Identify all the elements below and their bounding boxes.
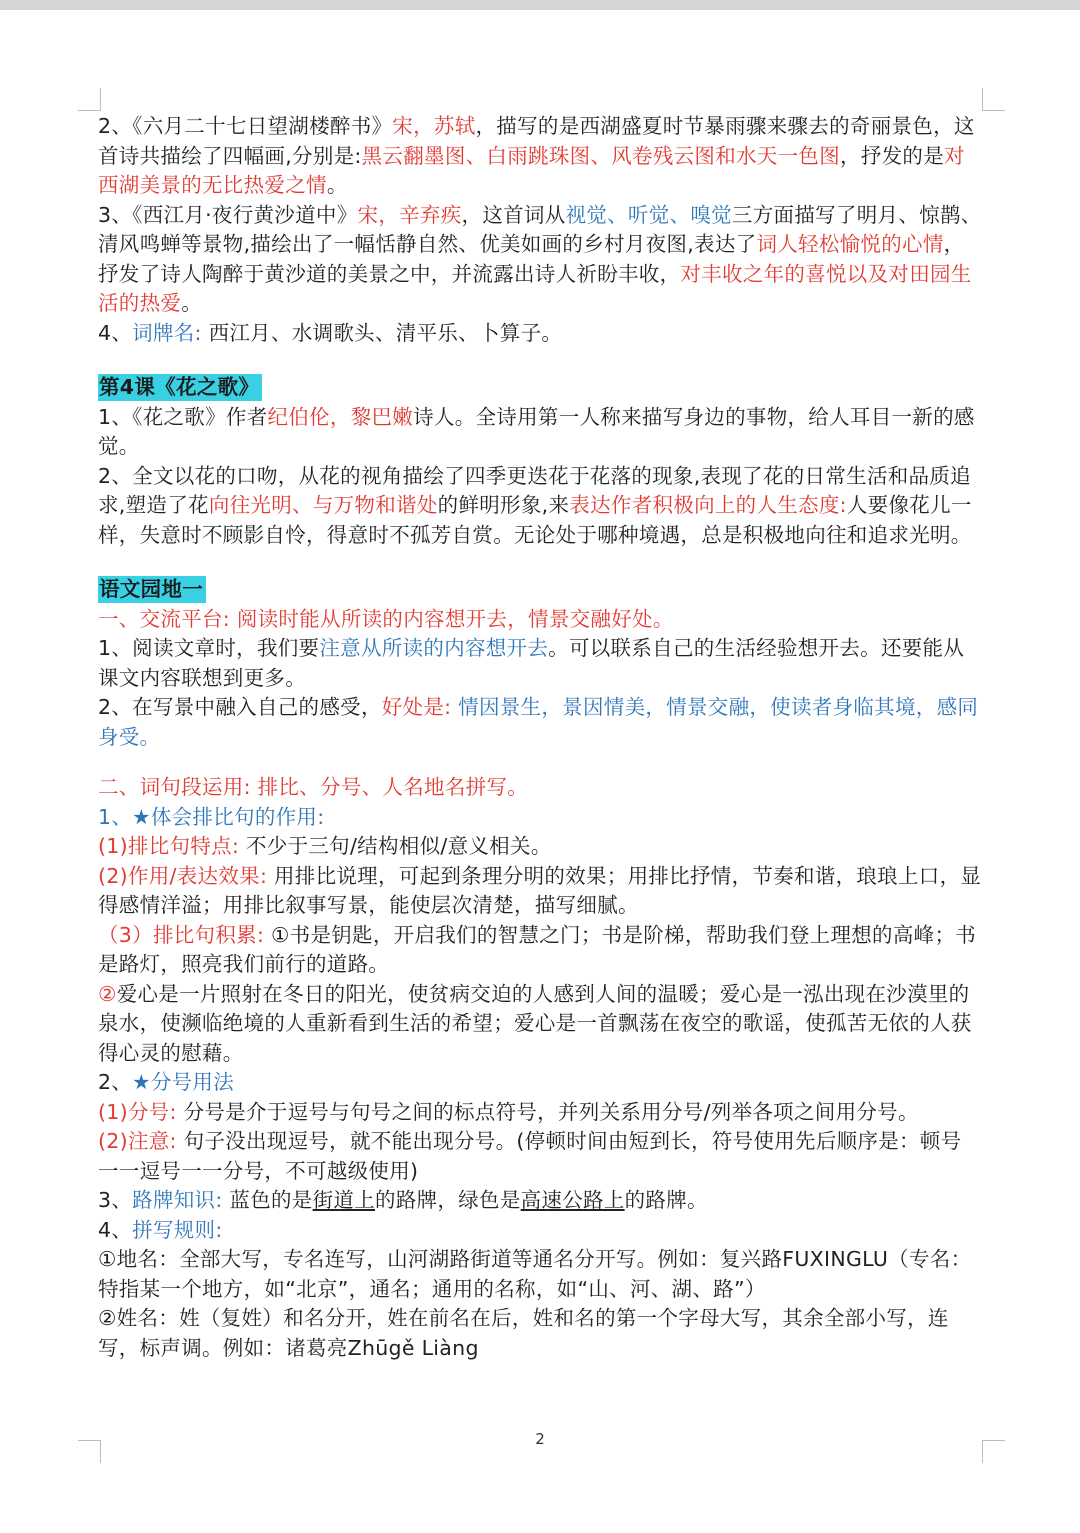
- paragraph-lesson4-2: 2、全文以花的口吻，从花的视角描绘了四季更迭花于花落的现象,表现了花的日常生活和品质追求,塑造了花向往光明、与万物和谐处的鲜明形象,来表达作者积极向上的人生态度:人要像花儿一样，失意时不顾影自怜，得意时不孤芳自赏。无论处于哪种境遇，总是积极地向往和追求光明。: [98, 463, 972, 547]
- corner-crop-mark: [78, 88, 101, 111]
- paragraph-lesson4-1: 1、《花之歌》作者纪伯伦，黎巴嫩诗人。全诗用第一人称来描写身边的事物，给人耳目一新的感觉。: [98, 404, 975, 458]
- item-spelling-person-names: ②姓名：姓（复姓）和名分开，姓在前名在后，姓和名的第一个字母大写，其余全部小写，连写，标声调。例如：诸葛亮Zhūgě Liàng: [98, 1306, 949, 1360]
- item-semicolon-title: 2、★分号用法: [98, 1070, 235, 1094]
- item-semicolon-definition: (1)分号: 分号是介于逗号与句号之间的标点符号，并列关系用分号/列举各项之间用分号。: [98, 1099, 919, 1124]
- subheading-word-usage: 二、词句段运用: 排比、分号、人名地名拼写。: [98, 775, 529, 799]
- subheading-exchange-platform: 一、交流平台: 阅读时能从所读的内容想开去，情景交融好处。: [98, 606, 674, 631]
- document-body: [98, 112, 982, 1363]
- item-parallelism-example-2: ②爱心是一片照射在冬日的阳光，使贫病交迫的人感到人间的温暖；爱心是一泓出现在沙漠里的泉水，使濒临绝境的人重新看到生活的希望；爱心是一首飘荡在夜空的歌谣，使孤苦无依的人获得心灵的慰藉。: [98, 981, 972, 1065]
- paragraph-poem-2: 2、《六月二十七日望湖楼醉书》宋，苏轼，描写的是西湖盛夏时节暴雨骤来骤去的奇丽景色，这首诗共描绘了四幅画,分别是:黑云翻墨图、白雨跳珠图、风卷残云图和水天一色图，抒发的是对西湖美景的无比热爱之情。: [98, 114, 975, 197]
- item-parallelism-features: (1)排比句特点: 不少于三句/结构相似/意义相关。: [98, 834, 552, 858]
- paragraph-ci-names: 4、词牌名: 西江月、水调歌头、清平乐、卜算子。: [98, 320, 563, 345]
- item-parallelism-title: 1、★体会排比句的作用:: [98, 804, 325, 829]
- corner-crop-mark: [982, 88, 1005, 111]
- item-spelling-title: 4、拼写规则:: [98, 1217, 223, 1242]
- section-heading-lesson-4: 第4课《花之歌》: [98, 374, 262, 401]
- paragraph-poem-3: 3、《西江月·夜行黄沙道中》宋，辛弃疾，这首词从视觉、听觉、嗅觉三方面描写了明月、惊鹊、清风鸣蝉等景物,描绘出了一幅恬静自然、优美如画的乡村月夜图,表达了词人轻松愉悦的心情，抒发了诗人陶醉于黄沙道的美景之中，并流露出诗人祈盼丰收，对丰收之年的喜悦以及对田园生活的热爱。: [98, 202, 982, 315]
- viewer-top-bar: [0, 0, 1080, 10]
- item-spelling-place-names: ①地名：全部大写，专名连写，山河湖路街道等通名分开写。例如：复兴路FUXINGLU（专名：特指某一个地方，如“北京”，通名；通用的名称，如“山、河、湖、路”）: [98, 1247, 972, 1301]
- item-parallelism-effect: (2)作用/表达效果: 用排比说理，可起到条理分明的效果；用排比抒情，节奏和谐，琅琅上口，显得感情洋溢；用排比叙事写景，能使层次清楚，描写细腻。: [98, 863, 982, 917]
- item-semicolon-note: (2)注意: 句子没出现逗号，就不能出现分号。(停顿时间由短到长，符号使用先后顺序是：顿号一一逗号一一分号，不可越级使用): [98, 1129, 962, 1183]
- paragraph-exchange-1: 1、阅读文章时，我们要注意从所读的内容想开去。可以联系自己的生活经验想开去。还要能从课文内容联想到更多。: [98, 636, 965, 690]
- section-heading-yuwen-yuandi: 语文园地一: [98, 576, 206, 603]
- item-road-sign: 3、路牌知识: 蓝色的是街道上的路牌，绿色是高速公路上的路牌。: [98, 1188, 708, 1212]
- item-parallelism-examples: （3）排比句积累: ①书是钥匙，开启我们的智慧之门；书是阶梯，帮助我们登上理想的高峰；书是路灯，照亮我们前行的道路。: [98, 922, 977, 976]
- paragraph-exchange-2: 2、在写景中融入自己的感受，好处是: 情因景生，景因情美，情景交融，使读者身临其境，感同身受。: [98, 695, 979, 749]
- page-number: 2: [535, 1430, 545, 1448]
